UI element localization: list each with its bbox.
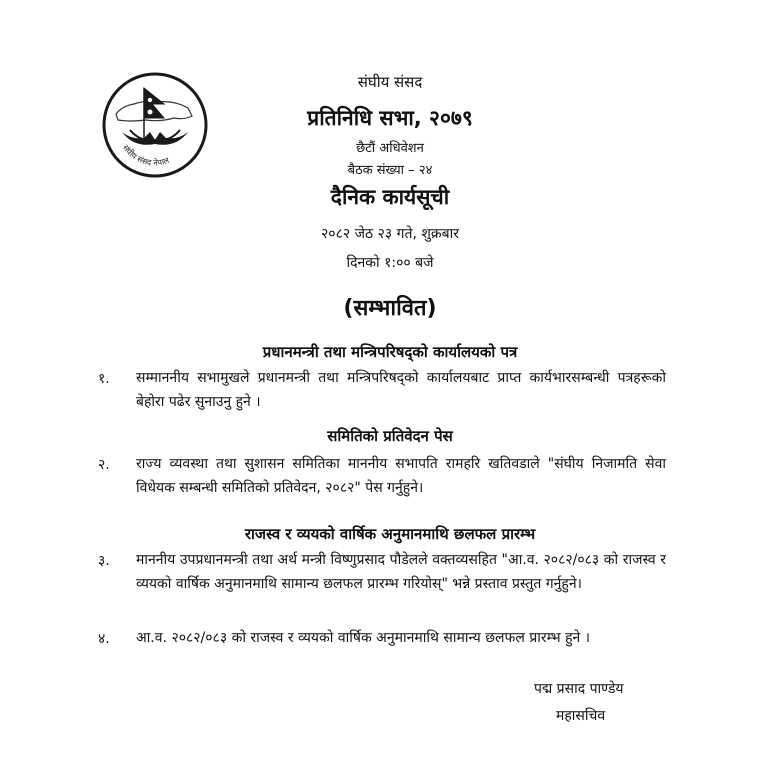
signatory-name: पद्म प्रसाद पाण्डेय [534, 681, 624, 697]
page-title: दैनिक कार्यसूची [330, 185, 450, 209]
item-number: ४. [98, 631, 110, 647]
signatory-title: महासचिव [556, 708, 606, 724]
header-meeting-number: बैठक संख्या – २४ [347, 163, 433, 178]
agenda-item: माननीय उपप्रधानमन्त्री तथा अर्थ मन्त्री विष्णुप्रसाद पौडेलले वक्तव्यसहित "आ.व. २०८२/०८३ को राजस्व र व्ययको वार्षिक अनुमानमाथि सामान्य छलफल प्रारम्भ गरियोस्" भन्ने प्रस्ताव प्रस्तुत गर्नुहुने। [136, 552, 666, 592]
section-title: राजस्व र व्ययको वार्षिक अनुमानमाथि छलफल प्रारम्भ [244, 525, 536, 543]
agenda-item: राज्य व्यवस्था तथा सुशासन समितिका माननीय सभापति रामहरि खतिवडाले "संघीय निजामति सेवा विधेयक सम्बन्धी समितिको प्रतिवेदन, २०८२" पेस गर्नुहुने। [136, 456, 666, 496]
item-number: १. [98, 371, 110, 387]
header-parliament: संघीय संसद [357, 73, 423, 91]
agenda-item: आ.व. २०८२/०८३ को राजस्व र व्ययको वार्षिक अनुमानमाथि सामान्य छलफल प्रारम्भ हुने । [136, 630, 591, 646]
header-time: दिनको १:०० बजे [346, 255, 434, 271]
section-title: प्रधानमन्त्री तथा मन्त्रिपरिषद्को कार्यालयको पत्र [262, 343, 518, 361]
item-number: ३. [98, 553, 110, 569]
header-tentative: (सम्भावित) [343, 296, 437, 321]
header-date: २०८२ जेठ २३ गते, शुक्रबार [321, 226, 459, 242]
agenda-item: सम्माननीय सभामुखले प्रधानमन्त्री तथा मन्त्रिपरिषद्को कार्यालयबाट प्राप्त कार्यभारसम्बन्धी पत्रहरूको बेहोरा पढेर सुनाउनु हुने । [136, 370, 666, 410]
item-number: २. [98, 457, 110, 473]
section-title: समितिको प्रतिवेदन पेस [327, 427, 453, 445]
header-session: छैटौं अधिवेशन [356, 141, 424, 156]
logo-text: संघीय संसद नेपाल [120, 143, 171, 168]
header-house: प्रतिनिधि सभा, २०७९ [307, 106, 473, 130]
